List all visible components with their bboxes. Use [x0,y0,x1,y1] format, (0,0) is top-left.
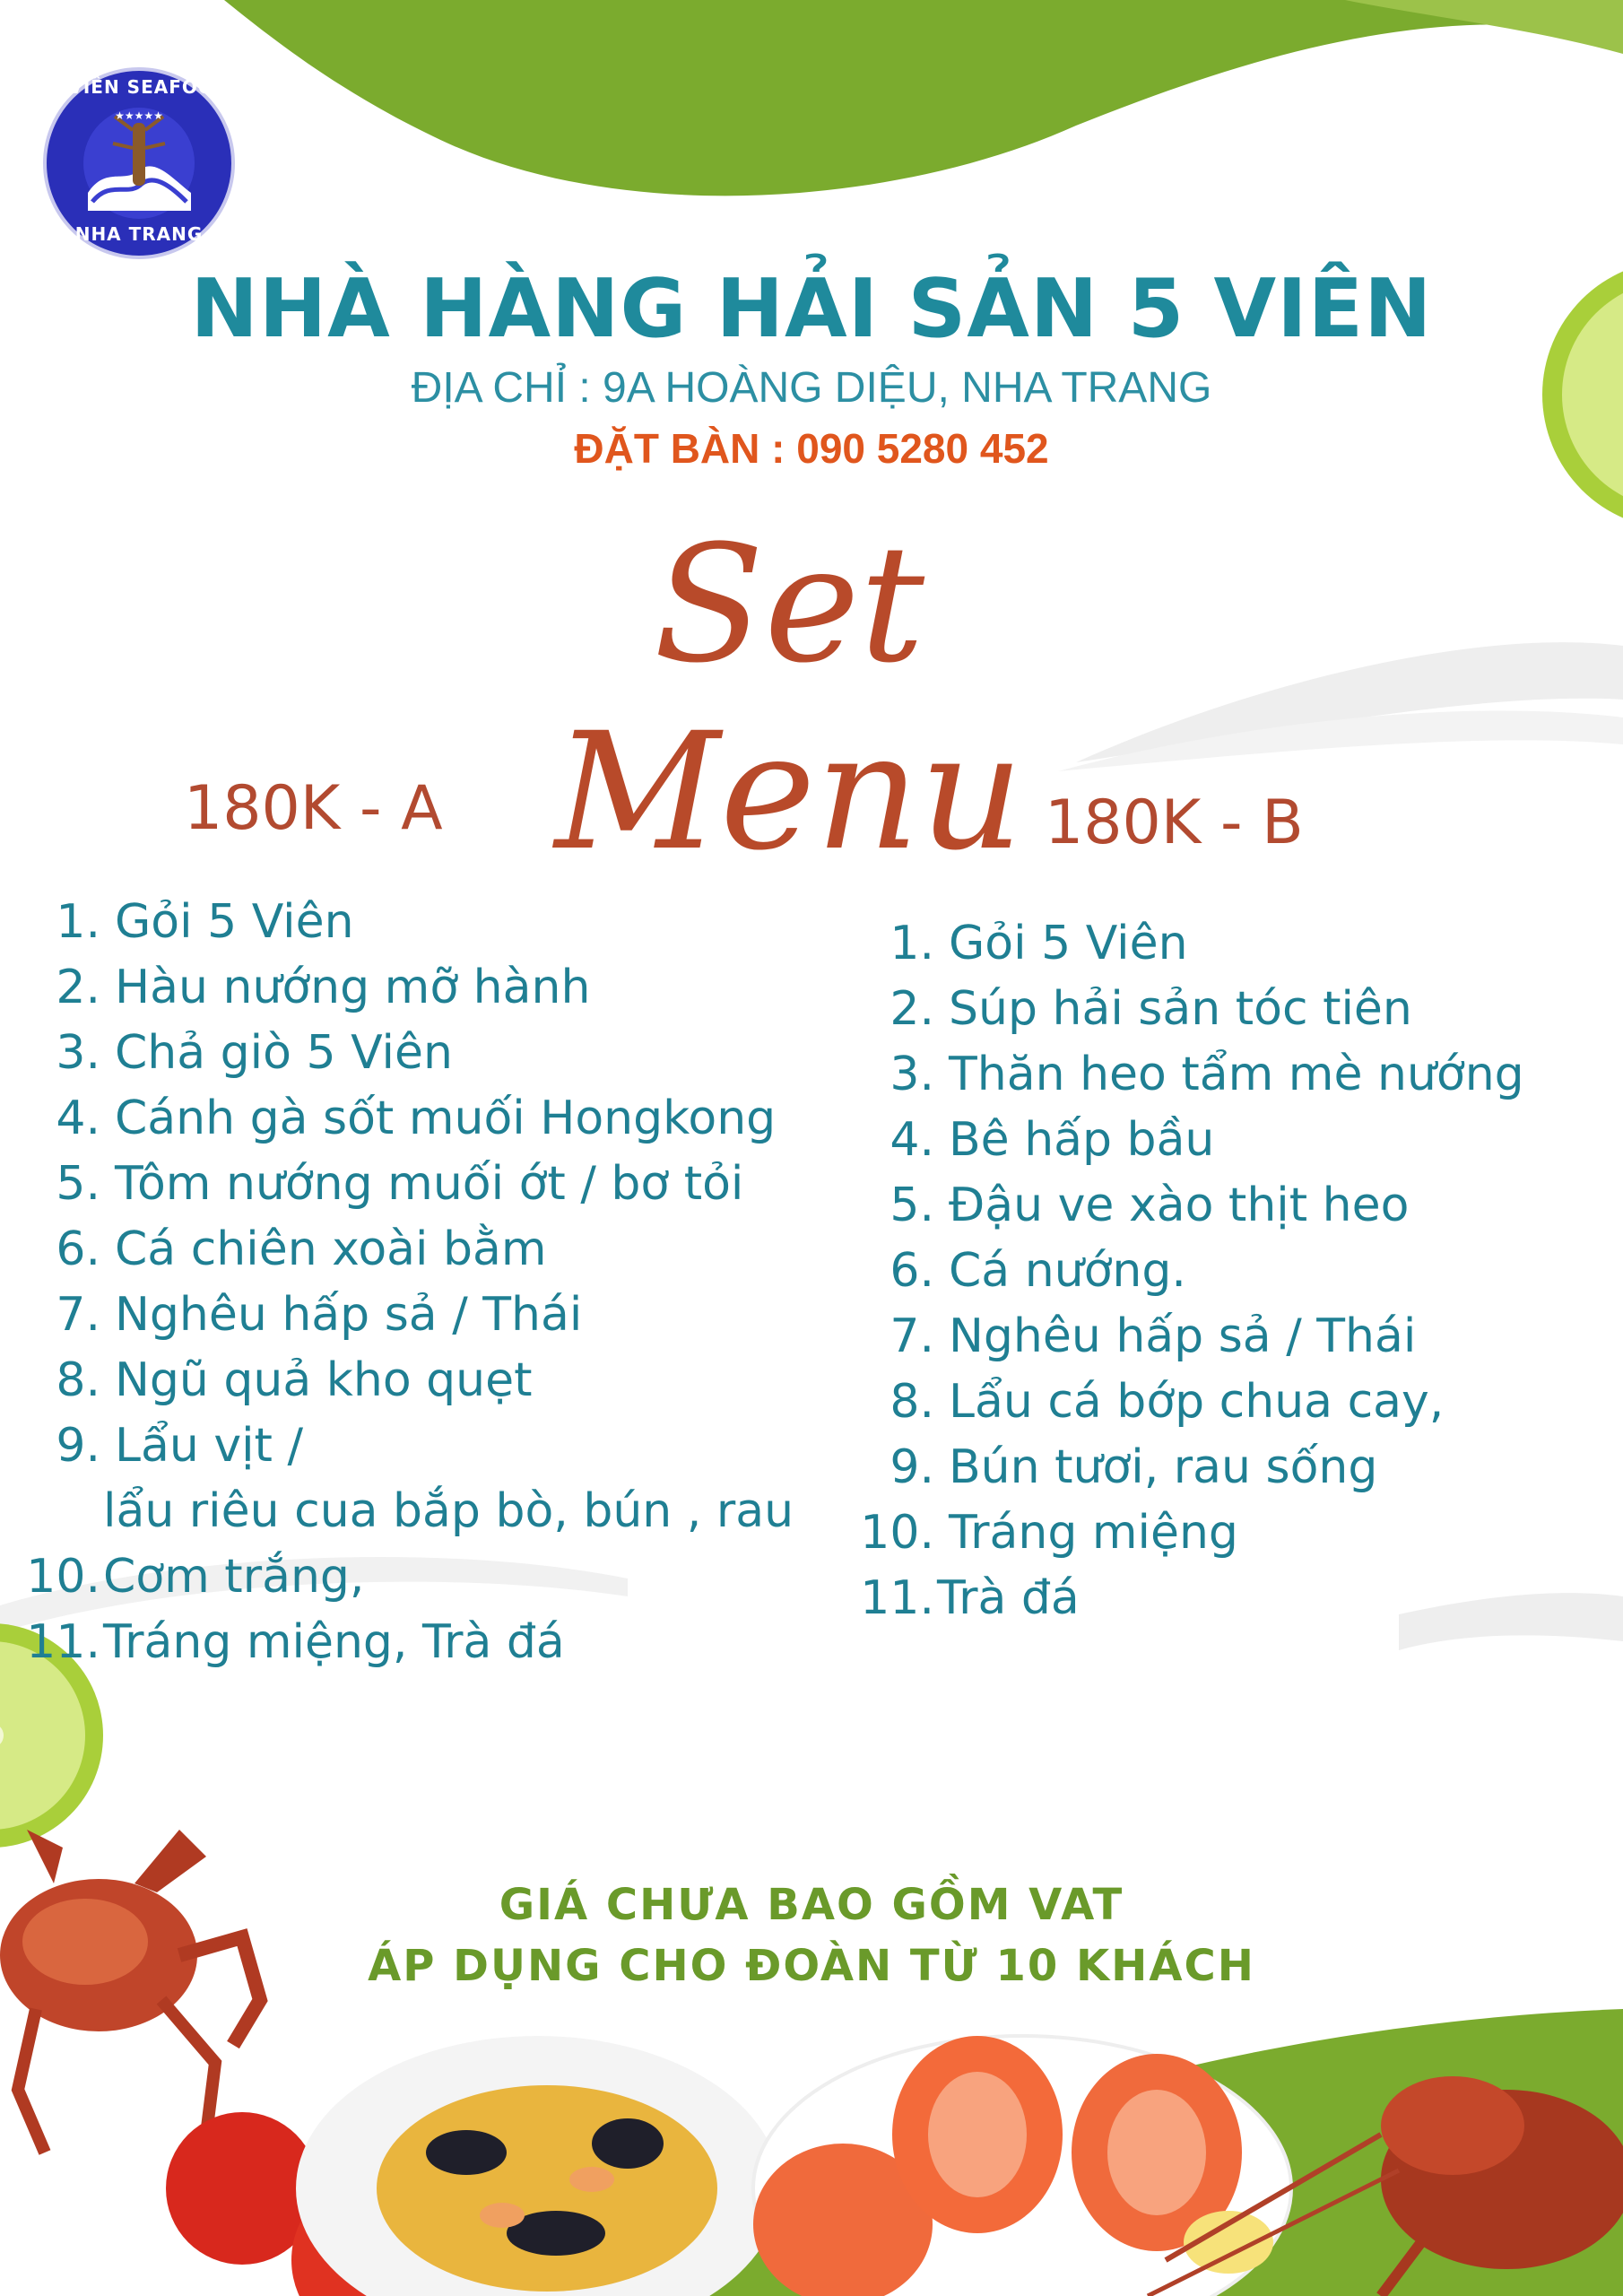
menu-item-number: 7. [890,1309,934,1363]
logo-bottom-text: NHA TRANG [74,223,204,245]
menu-b-title: 180K - B [1045,787,1304,858]
menu-item-text: Đậu ve xào thịt heo [949,1178,1410,1232]
menu-item-number: 6. [56,1222,100,1276]
svg-text:★★★★★: ★★★★★ [115,109,163,122]
menu-item-number: 5. [890,1178,934,1232]
menu-item-text: Nghêu hấp sả / Thái [949,1309,1417,1363]
menu-item-text: Lẩu cá bớp chua cay, [949,1375,1445,1429]
menu-item-number: 4. [56,1091,100,1145]
mussel-soup-image [296,2036,780,2296]
menu-item-text: Ngũ quả kho quẹt [115,1353,533,1407]
swoosh-shape-4 [1399,1593,1623,1650]
menu-a-title: 180K - A [184,773,443,844]
booking-phone: ĐẶT BÀN : 090 5280 452 [574,425,1049,472]
menu-item-number: 6. [890,1244,934,1298]
set-menu-script-title: Set Menu [554,511,1024,886]
crab-image [0,1830,260,2152]
menu-item-text: Hàu nướng mỡ hành [115,961,591,1014]
menu-item-text: Bê hấp bầu [949,1113,1215,1167]
menu-item-text: Lẩu vịt / [115,1419,303,1473]
menu-item-text: Tráng miệng [949,1506,1238,1560]
menu-item-number: 1. [56,895,100,949]
menu-item-text: Súp hải sản tóc tiên [949,982,1412,1036]
menu-item-number: 10. [26,1550,100,1604]
menu-item-number: 10. [860,1506,934,1560]
menu-item-text: Cơm trắng, [103,1550,365,1604]
footer-group-note: ÁP DỤNG CHO ĐOÀN TỪ 10 KHÁCH [368,1941,1255,1991]
menu-item-number: 11. [26,1615,100,1669]
menu-item-number: 5. [56,1157,100,1211]
menu-item-text: Chả giò 5 Viên [115,1026,453,1080]
menu-item-number: 1. [890,917,934,970]
restaurant-logo [43,67,235,259]
logo-top-text: 5 VIÊN SEAFOOD [48,76,230,98]
menu-item-text: Bún tươi, rau sống [949,1440,1378,1494]
menu-item-text: Cá chiên xoài bằm [115,1222,547,1276]
menu-item-number: 8. [56,1353,100,1407]
logo-badge [43,67,235,259]
menu-item-number: 7. [56,1288,100,1342]
menu-item-text: Gỏi 5 Viên [949,917,1188,970]
menu-item-text: Nghêu hấp sả / Thái [115,1288,583,1342]
page-title: NHÀ HÀNG HẢI SẢN 5 VIÊN [190,262,1433,356]
address-text: ĐỊA CHỈ : 9A HOÀNG DIỆU, NHA TRANG [411,364,1212,412]
menu-item-text: Cá nướng. [949,1244,1186,1298]
menu-item-number: 9. [890,1440,934,1494]
menu-item-text: Trà đá [937,1571,1080,1625]
menu-item-number: 2. [56,961,100,1014]
menu-item-number: 3. [890,1048,934,1101]
menu-item-number: 2. [890,982,934,1036]
menu-item-number: 8. [890,1375,934,1429]
footer-vat-note: GIÁ CHƯA BAO GỒM VAT [499,1880,1124,1930]
top-wave-shape [224,0,1623,196]
menu-item-text: Cánh gà sốt muối Hongkong [115,1091,777,1145]
menu-item-number: 11. [860,1571,934,1625]
menu-item-text: Tráng miệng, Trà đá [103,1615,565,1669]
menu-item-text: lẩu riêu cua bắp bò, bún , rau [103,1484,794,1538]
menu-item-number: 4. [890,1113,934,1167]
menu-item-number: 9. [56,1419,100,1473]
menu-item-text: Tôm nướng muối ớt / bơ tỏi [115,1157,744,1211]
menu-item-text: Thăn heo tẩm mè nướng [949,1048,1524,1101]
menu-item-number: 3. [56,1026,100,1080]
menu-item-text: Gỏi 5 Viên [115,895,354,949]
